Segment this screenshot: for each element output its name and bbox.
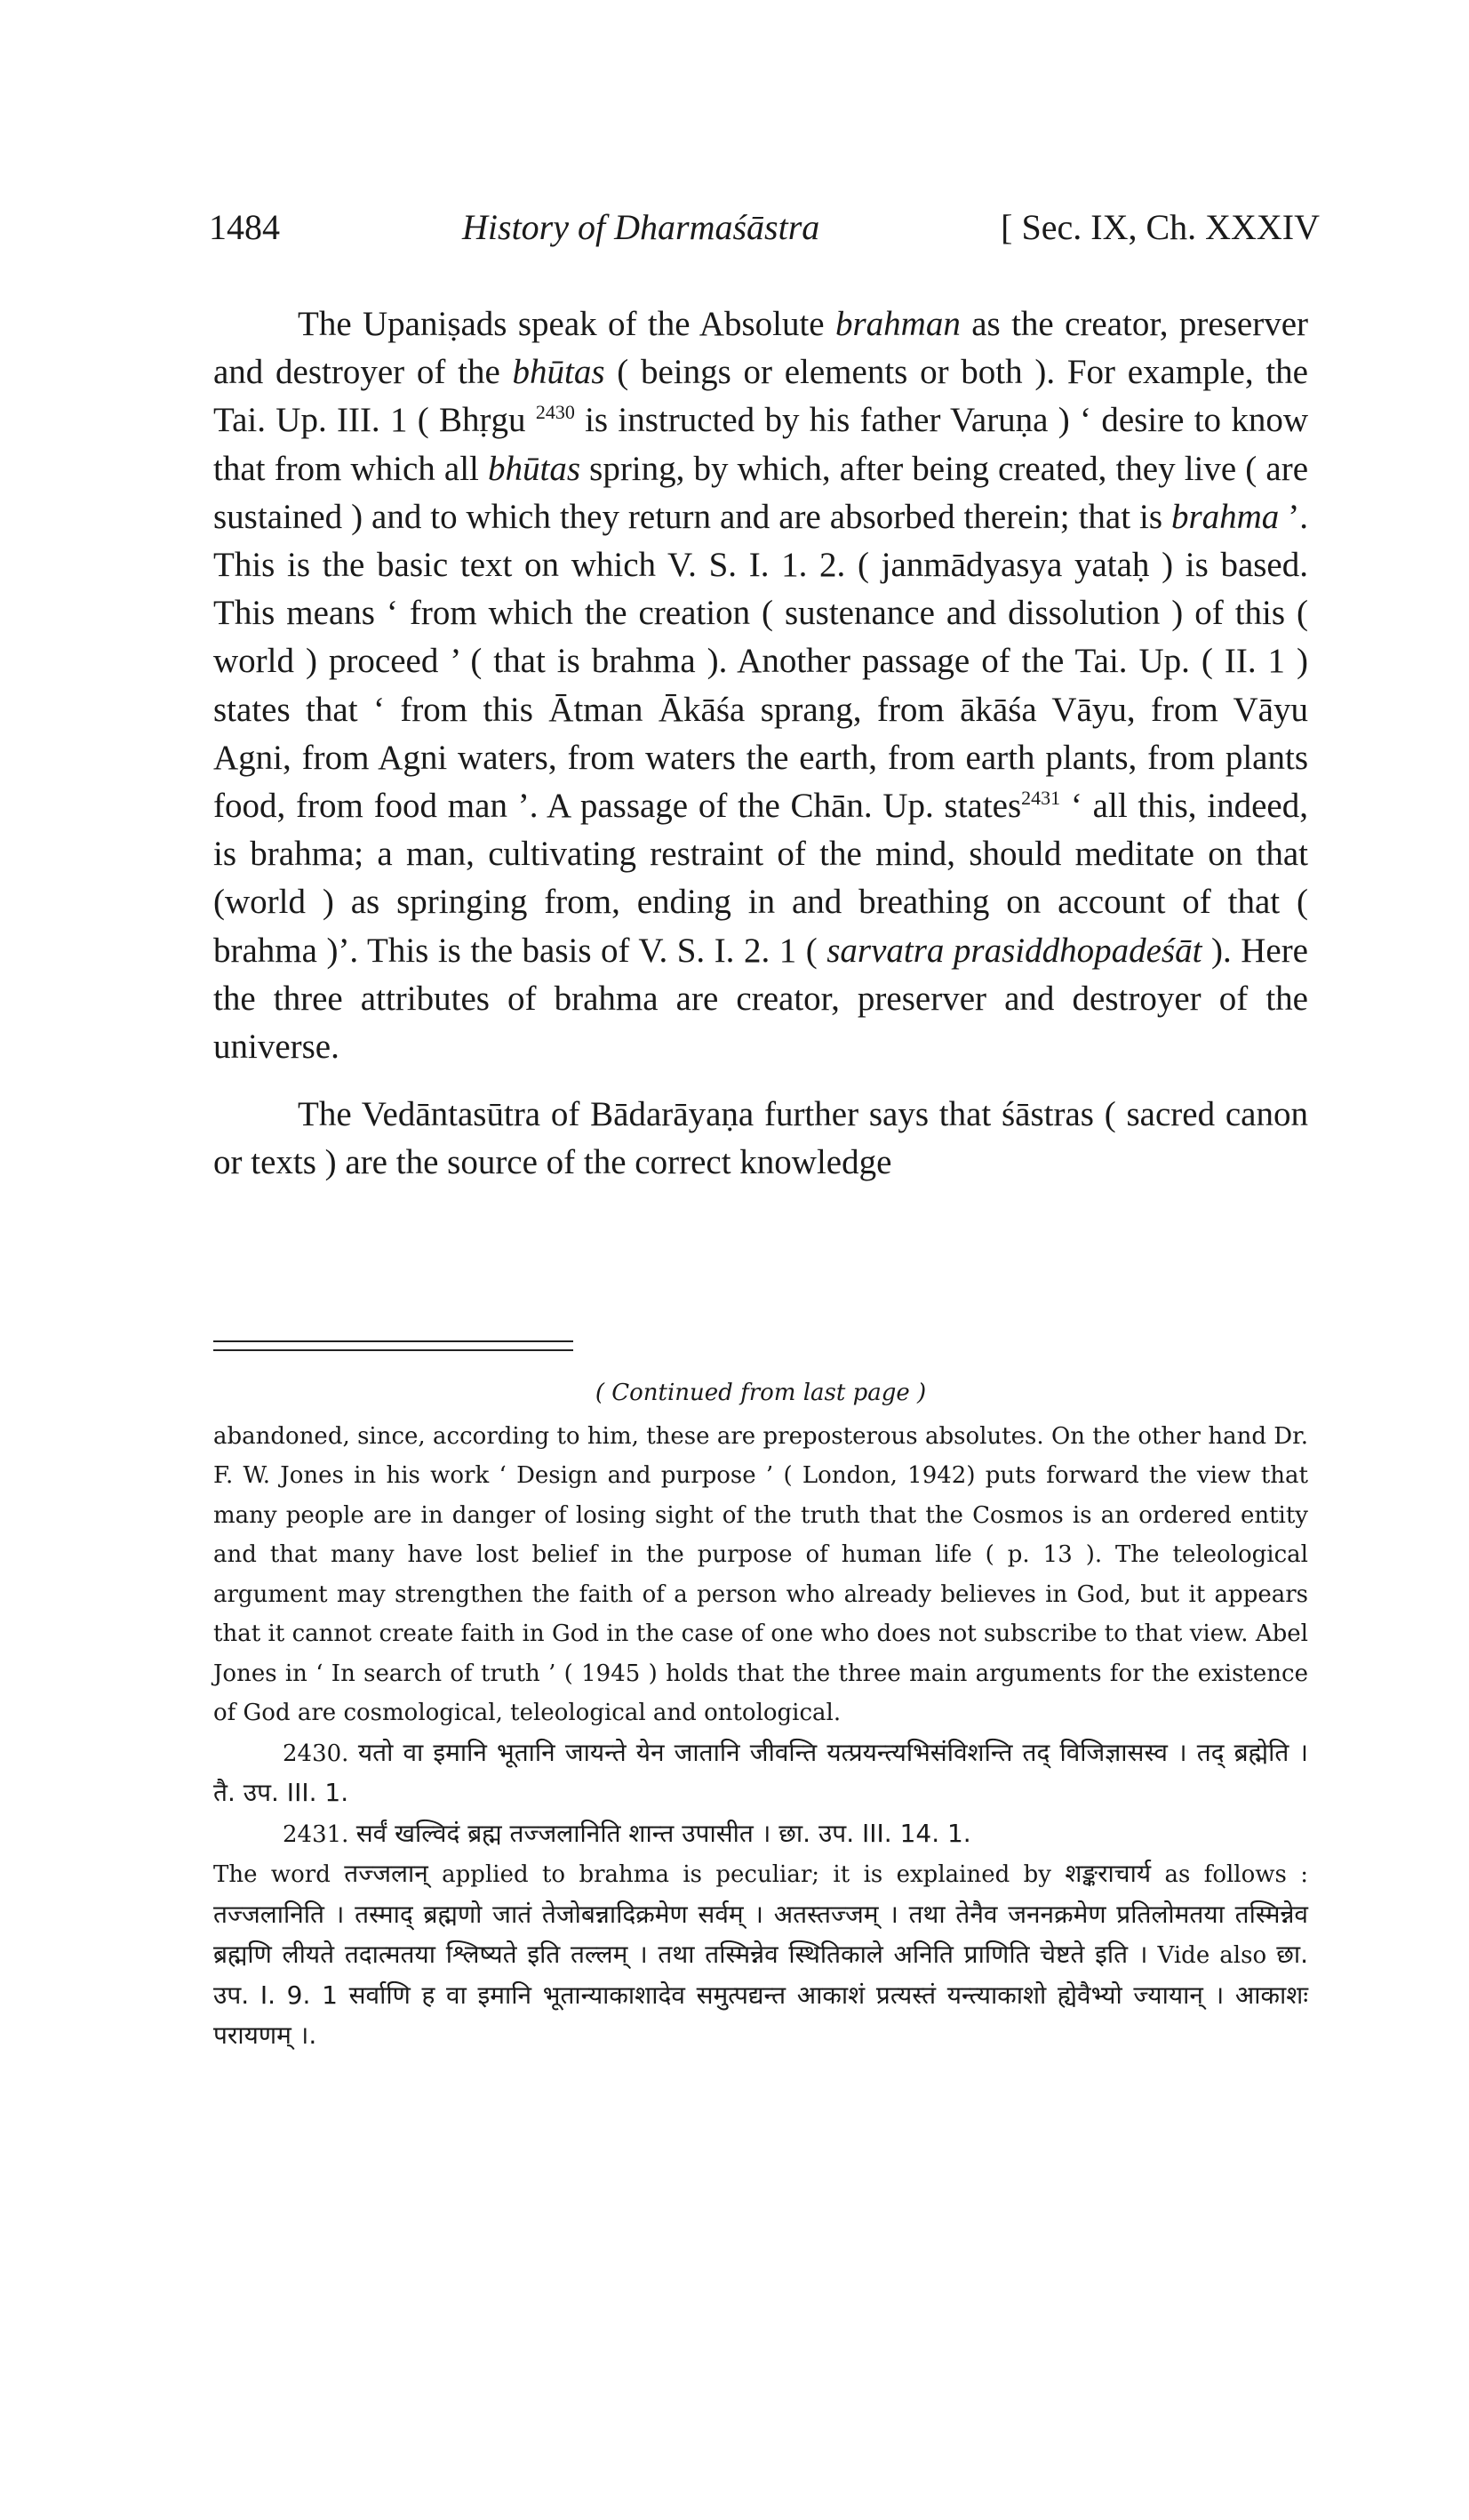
paragraph-2: The Vedāntasūtra of Bādarāyaṇa further says that śāstras ( sacred canon or texts ) are the source of the correct knowledge bbox=[213, 1095, 1308, 1182]
footnote-2431 bbox=[213, 1814, 1308, 1855]
footnote-ref-2430[interactable]: 2430 bbox=[535, 401, 575, 424]
section-label: [ Sec. IX, Ch. XXXIV bbox=[1001, 207, 1320, 247]
paragraph-1: The Upaniṣads speak of the Absolute brahman as the creator, preserver and destroyer of the bhūtas ( beings or elements or both ). For example, the Tai. Up. III. 1 ( Bhṛgu $^{2430}$ is instructed by his father Varuṇa ) ‘ desire to know that from which all bhūtas spring, by which, after being created, they live ( are sustained ) and to which they return and are absorbed therein; that is brahma ’. This is the basic text on which V. S. I. 1. 2. ( janmādyasya yataḥ ) is based. This means ‘ from which the creation ( sustenance and dissolution ) of this ( world ) proceed ’ ( that is brahma ). Another passage of the Tai. Up. ( II. 1 ) states that ‘ from this Ātman Ākāśa sprang, from ākāśa Vāyu, from Vāyu Agni, from Agni waters, from waters the earth, from earth plants, from plants food, from food man ’. A passage of the Chān. Up. states$^{2431}$ ‘ all this, indeed, is brahma; a man, cultivating restraint of the mind, should meditate on that (world ) as springing from, ending in and breathing on account of that ( brahma )’. This is the basis of V. S. I. 2. 1 ( sarvatra prasiddhopadeśāt ). Here the three attributes of brahma are creator, preserver and destroyer of the universe. bbox=[213, 305, 1309, 1067]
footnote-number: 2430. bbox=[283, 1740, 349, 1767]
footnote-divider-second bbox=[213, 1349, 573, 1351]
footnote-2431-commentary: The word तज्जलान् applied to brahma is peculiar; it is explained by शङ्कराचार्य as follows : तज्जलानिति । तस्माद् ब्रह्मणो जातं तेजोबन्नादिक्रमेण सर्वम् । अतस्तज्जम् । तथा तेनैव जननक्रमेण प्रतिलोमतया तस्मिन्नेव ब्रह्मणि लीयते तदात्मतया श्लिष्यते इति तल्लम् । तथा तस्मिन्नेव स्थितिकाले अनिति प्राणिति चेष्टते इति । Vide also छा. उप. I. 9. 1 सर्वाणि ह वा इमानि भूतान्याकाशादेव समुत्पद्यन्त आकाशं प्रत्यस्तं यन्त्याकाशो ह्येवैभ्यो ज्यायान् । आकाशः परायणम् ।. bbox=[213, 1859, 1308, 2050]
page-number: 1484 bbox=[209, 207, 280, 247]
continued-footnote-text: abandoned, since, according to him, these are preposterous absolutes. On the other hand Dr. F. W. Jones in his work ‘ Design and purpose ’ ( London, 1942) puts forward the view that many people are in danger of losing sight of the truth that the Cosmos is an ordered entity and that many have lost belief in the purpose of human life ( p. 13 ). The teleological argument may strengthen the faith of a person who already believes in God, but it appears that it cannot create faith in God in the case of one who does not subscribe to that view. Abel Jones in ‘ In search of truth ’ ( 1945 ) holds that the three main arguments for the existence of God are cosmological, teleological and ontological. bbox=[213, 1422, 1308, 1726]
footnotes bbox=[213, 1373, 1308, 2057]
footnote-number: 2431. bbox=[283, 1820, 349, 1848]
footnote-ref-2431[interactable]: 2431 bbox=[1021, 787, 1061, 810]
book-title: History of Dharmaśāstra bbox=[462, 207, 820, 247]
sanskrit-quote: यतो वा इमानि भूतानि जायन्ते येन जातानि जीवन्ति यत्प्रयन्त्यभिसंविशन्ति तद् विजिज्ञासस्व । तद् ब्रह्मेति । तै. उप. III. 1. bbox=[213, 1737, 1308, 1807]
running-header bbox=[209, 206, 1320, 260]
sanskrit-quote: सर्वं खल्विदं ब्रह्म तज्जलानिति शान्त उपासीत । छा. उप. III. 14. 1. bbox=[355, 1818, 971, 1848]
footnote-2430 bbox=[213, 1733, 1308, 1814]
continued-note: ( Continued from last page ) bbox=[595, 1380, 927, 1406]
main-text bbox=[213, 300, 1308, 1188]
footnote-divider bbox=[213, 1340, 573, 1342]
